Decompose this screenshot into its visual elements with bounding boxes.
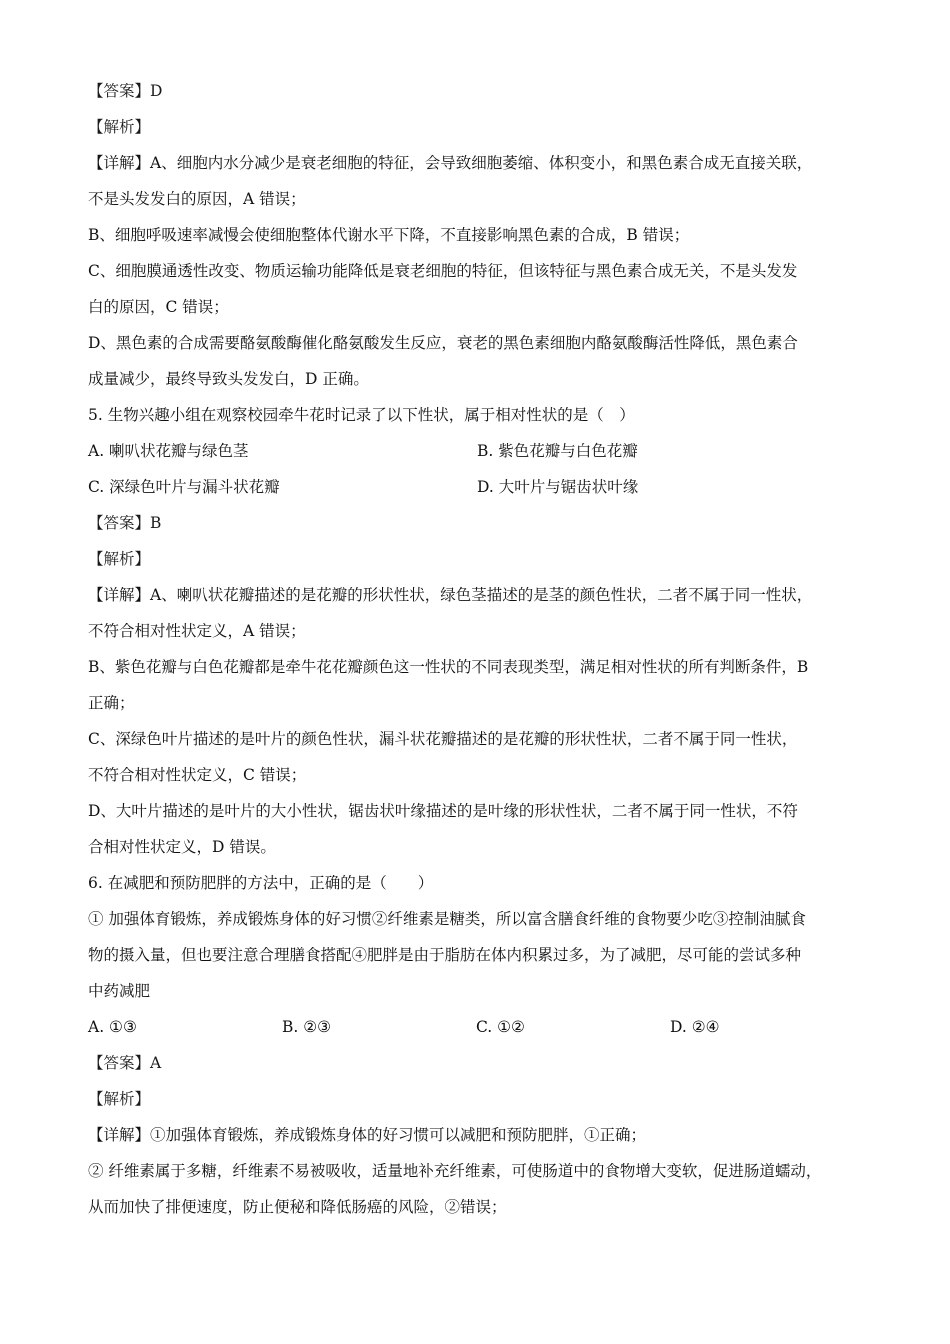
q6-option-a: A. ①③ xyxy=(88,1018,137,1036)
q5-detail-line: 正确； xyxy=(88,694,135,712)
q5-option-d: D. 大叶片与锯齿状叶缘 xyxy=(477,478,639,496)
q6-detail-line: ② 纤维素属于多糖，纤维素不易被吸收，适量地补充纤维素，可使肠道中的食物增大变软，促进肠道蠕动， xyxy=(88,1162,822,1180)
q6-statement-line: 中药减肥 xyxy=(88,982,151,1000)
q5-answer: 【答案】B xyxy=(88,514,162,532)
q6-answer: 【答案】A xyxy=(88,1054,162,1072)
q4-detail-line: C、细胞膜通透性改变、物质运输功能降低是衰老细胞的特征，但该特征与黑色素合成无关，不是头发发 xyxy=(88,262,798,280)
q5-options-row xyxy=(88,438,868,474)
q5-option-a: A. 喇叭状花瓣与绿色茎 xyxy=(88,442,249,460)
page-content xyxy=(88,78,868,1230)
q5-detail-line: D、大叶片描述的是叶片的大小性状，锯齿状叶缘描述的是叶缘的形状性状，二者不属于同一性状，不符 xyxy=(88,802,798,820)
q4-analysis-label: 【解析】 xyxy=(88,118,151,136)
q4-detail-line: 白的原因，C 错误； xyxy=(88,298,229,316)
q6-statement-line: ① 加强体育锻炼，养成锻炼身体的好习惯②纤维素是糖类，所以富含膳食纤维的食物要少吃③控制油腻食 xyxy=(88,910,806,928)
q5-detail-line: 【详解】A、喇叭状花瓣描述的是花瓣的形状性状，绿色茎描述的是茎的颜色性状，二者不属于同一性状， xyxy=(88,586,813,604)
q5-detail-line: 不符合相对性状定义，A 错误； xyxy=(88,622,306,640)
q6-detail-line: 从而加快了排便速度，防止便秘和降低肠癌的风险，②错误； xyxy=(88,1198,507,1216)
q6-option-c: C. ①② xyxy=(476,1018,525,1036)
q5-detail-line: 不符合相对性状定义，C 错误； xyxy=(88,766,307,784)
q5-analysis-label: 【解析】 xyxy=(88,550,151,568)
q6-statement-line: 物的摄入量，但也要注意合理膳食搭配④肥胖是由于脂肪在体内积累过多，为了减肥，尽可能的尝试多种 xyxy=(88,946,802,964)
q5-option-c: C. 深绿色叶片与漏斗状花瓣 xyxy=(88,478,280,496)
q6-detail-line: 【详解】①加强体育锻炼，养成锻炼身体的好习惯可以减肥和预防肥胖，①正确； xyxy=(88,1126,647,1144)
q5-detail-line: C、深绿色叶片描述的是叶片的颜色性状，漏斗状花瓣描述的是花瓣的形状性状，二者不属于同一性状， xyxy=(88,730,798,748)
q6-option-b: B. ②③ xyxy=(282,1018,332,1036)
q5-option-b: B. 紫色花瓣与白色花瓣 xyxy=(477,442,638,460)
q5-options-row xyxy=(88,474,868,510)
q4-detail-line: 不是头发发白的原因，A 错误； xyxy=(88,190,306,208)
q5-detail-line: B、紫色花瓣与白色花瓣都是牵牛花花瓣颜色这一性状的不同表现类型，满足相对性状的所有判断条件，B xyxy=(88,658,809,676)
q5-stem: 5. 生物兴趣小组在观察校园牵牛花时记录了以下性状，属于相对性状的是（ ） xyxy=(88,406,635,424)
q4-detail-line: D、黑色素的合成需要酪氨酸酶催化酪氨酸发生反应，衰老的黑色素细胞内酪氨酸酶活性降低，黑色素合 xyxy=(88,334,798,352)
q6-analysis-label: 【解析】 xyxy=(88,1090,151,1108)
q4-detail-line: 成量减少，最终导致头发发白，D 正确。 xyxy=(88,370,369,388)
q6-option-d: D. ②④ xyxy=(670,1018,720,1036)
q6-stem: 6. 在减肥和预防肥胖的方法中，正确的是（ ） xyxy=(88,874,434,892)
q4-detail-line: B、细胞呼吸速率减慢会使细胞整体代谢水平下降，不直接影响黑色素的合成，B 错误； xyxy=(88,226,690,244)
q4-answer: 【答案】D xyxy=(88,82,163,100)
q4-detail-line: 【详解】A、细胞内水分减少是衰老细胞的特征，会导致细胞萎缩、体积变小，和黑色素合成无直接关联， xyxy=(88,154,813,172)
q6-options-row xyxy=(88,1014,868,1050)
q5-detail-line: 合相对性状定义，D 错误。 xyxy=(88,838,276,856)
